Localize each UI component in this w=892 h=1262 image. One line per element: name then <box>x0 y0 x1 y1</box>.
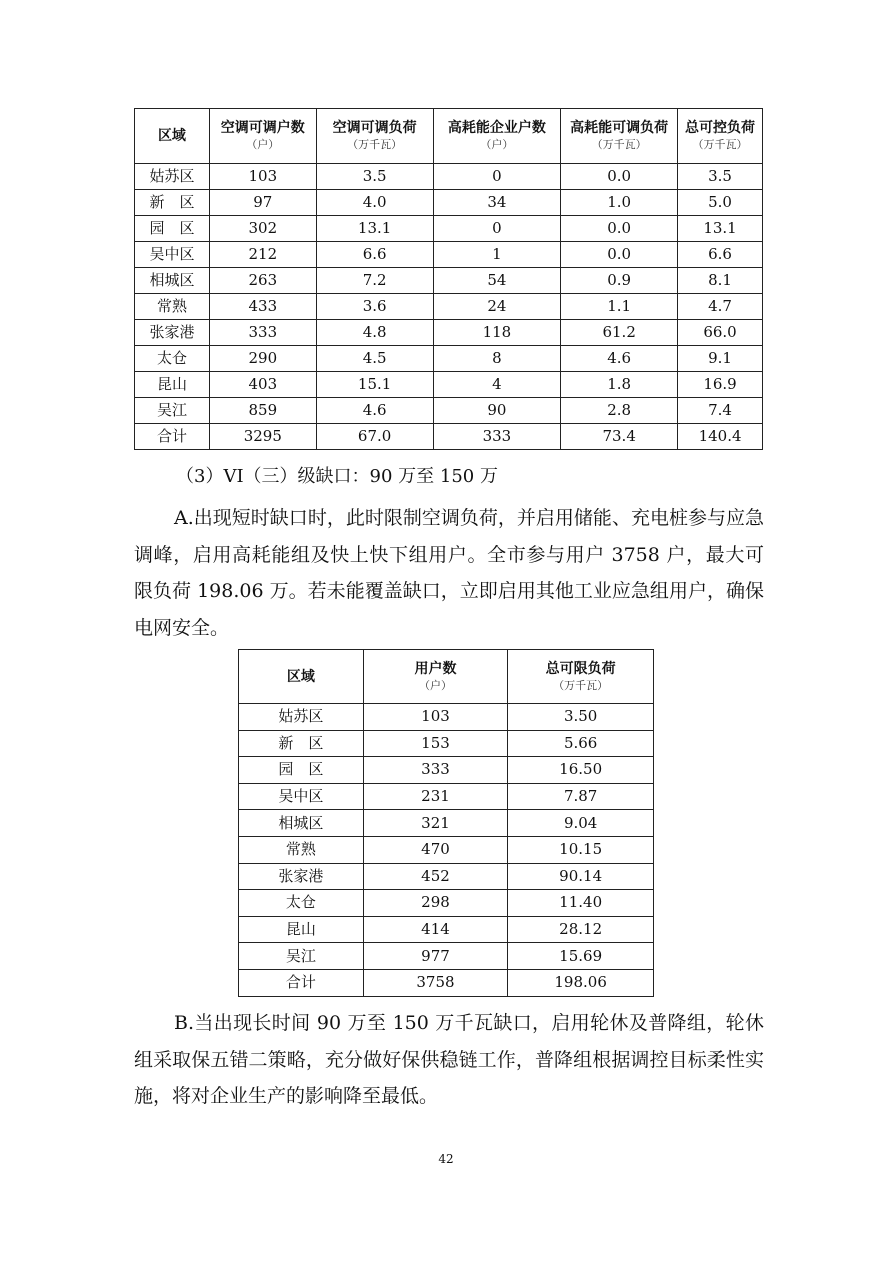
table-row <box>135 346 763 372</box>
cell: 54 <box>433 268 561 294</box>
cell: 61.2 <box>561 320 678 346</box>
header-ac-user-count: 空调可调户数 （户） <box>209 109 316 164</box>
paragraph-a: A.出现短时缺口时，此时限制空调负荷，并启用储能、充电桩参与应急调峰，启用高耗能组及快上快下组用户。全市参与用户 3758 户，最大可限负荷 198.06 万。若未能覆盖缺口，立即启用其他工业应急组用户，确保电网安全。 <box>134 507 764 639</box>
cell: 10.15 <box>508 836 654 863</box>
cell: 昆山 <box>135 372 210 398</box>
cell: 7.4 <box>678 398 763 424</box>
table-row <box>239 704 654 731</box>
cell: 吴江 <box>239 943 364 970</box>
cell: 16.50 <box>508 757 654 784</box>
cell: 园 区 <box>239 757 364 784</box>
cell: 0.9 <box>561 268 678 294</box>
cell: 合计 <box>239 969 364 996</box>
cell: 相城区 <box>135 268 210 294</box>
cell: 0.0 <box>561 216 678 242</box>
cell: 0.0 <box>561 242 678 268</box>
table-row-total <box>135 424 763 450</box>
cell: 73.4 <box>561 424 678 450</box>
table-row <box>135 372 763 398</box>
cell: 合计 <box>135 424 210 450</box>
table-row <box>239 863 654 890</box>
cell: 97 <box>209 190 316 216</box>
table-row <box>239 916 654 943</box>
cell: 1 <box>433 242 561 268</box>
cell: 8.1 <box>678 268 763 294</box>
header-total-limit-load: 总可限负荷 （万千瓦） <box>508 650 654 704</box>
cell: 3758 <box>363 969 508 996</box>
cell: 6.6 <box>316 242 433 268</box>
table-header <box>135 109 763 164</box>
table-row <box>239 943 654 970</box>
cell: 4.7 <box>678 294 763 320</box>
cell: 290 <box>209 346 316 372</box>
cell: 15.1 <box>316 372 433 398</box>
cell: 302 <box>209 216 316 242</box>
cell: 263 <box>209 268 316 294</box>
cell: 11.40 <box>508 890 654 917</box>
cell: 0.0 <box>561 164 678 190</box>
header-ac-load: 空调可调负荷 （万千瓦） <box>316 109 433 164</box>
limit-load-table <box>238 649 654 997</box>
header-region: 区域 <box>135 109 210 164</box>
header-user-count: 用户数 （户） <box>363 650 508 704</box>
cell: 园 区 <box>135 216 210 242</box>
cell: 66.0 <box>678 320 763 346</box>
cell: 0 <box>433 164 561 190</box>
table-row <box>239 757 654 784</box>
cell: 1.8 <box>561 372 678 398</box>
cell: 3.50 <box>508 704 654 731</box>
cell: 9.04 <box>508 810 654 837</box>
cell: 90.14 <box>508 863 654 890</box>
table-row <box>135 242 763 268</box>
cell: 4.6 <box>561 346 678 372</box>
cell: 昆山 <box>239 916 364 943</box>
table-row <box>135 268 763 294</box>
cell: 4.6 <box>316 398 433 424</box>
cell: 6.6 <box>678 242 763 268</box>
cell: 3.6 <box>316 294 433 320</box>
cell: 7.87 <box>508 783 654 810</box>
table-row <box>135 164 763 190</box>
cell: 5.0 <box>678 190 763 216</box>
table-row <box>135 294 763 320</box>
cell: 新 区 <box>135 190 210 216</box>
cell: 张家港 <box>239 863 364 890</box>
cell: 298 <box>363 890 508 917</box>
cell: 1.1 <box>561 294 678 320</box>
table-row <box>135 398 763 424</box>
cell: 4.0 <box>316 190 433 216</box>
table-row-total <box>239 969 654 996</box>
table-row <box>135 320 763 346</box>
cell: 333 <box>363 757 508 784</box>
cell: 5.66 <box>508 730 654 757</box>
cell: 3295 <box>209 424 316 450</box>
cell: 3.5 <box>678 164 763 190</box>
header-high-energy-count: 高耗能企业户数 （户） <box>433 109 561 164</box>
cell: 414 <box>363 916 508 943</box>
cell: 28.12 <box>508 916 654 943</box>
cell: 24 <box>433 294 561 320</box>
cell: 常熟 <box>135 294 210 320</box>
table-header <box>239 650 654 704</box>
paragraph-b: B.当出现长时间 90 万至 150 万千瓦缺口，启用轮休及普降组，轮休组采取保五错二策略，充分做好保供稳链工作，普降组根据调控目标柔性实施，将对企业生产的影响降至最低。 <box>134 1012 764 1107</box>
table-row <box>239 783 654 810</box>
cell: 90 <box>433 398 561 424</box>
section-heading: （3）VI（三）级缺口：90 万至 150 万 <box>176 466 498 487</box>
cell: 118 <box>433 320 561 346</box>
cell: 13.1 <box>678 216 763 242</box>
cell: 0 <box>433 216 561 242</box>
cell: 13.1 <box>316 216 433 242</box>
cell: 452 <box>363 863 508 890</box>
cell: 姑苏区 <box>135 164 210 190</box>
cell: 4.8 <box>316 320 433 346</box>
cell: 吴江 <box>135 398 210 424</box>
cell: 67.0 <box>316 424 433 450</box>
cell: 140.4 <box>678 424 763 450</box>
cell: 198.06 <box>508 969 654 996</box>
controllable-load-table <box>134 108 763 450</box>
cell: 7.2 <box>316 268 433 294</box>
cell: 103 <box>363 704 508 731</box>
table-row <box>135 190 763 216</box>
table-row <box>239 836 654 863</box>
cell: 34 <box>433 190 561 216</box>
cell: 231 <box>363 783 508 810</box>
cell: 3.5 <box>316 164 433 190</box>
header-high-energy-load: 高耗能可调负荷 （万千瓦） <box>561 109 678 164</box>
table-row <box>239 730 654 757</box>
cell: 977 <box>363 943 508 970</box>
cell: 4 <box>433 372 561 398</box>
cell: 太仓 <box>135 346 210 372</box>
cell: 相城区 <box>239 810 364 837</box>
table-row <box>239 890 654 917</box>
cell: 16.9 <box>678 372 763 398</box>
cell: 2.8 <box>561 398 678 424</box>
cell: 470 <box>363 836 508 863</box>
cell: 吴中区 <box>239 783 364 810</box>
cell: 吴中区 <box>135 242 210 268</box>
cell: 9.1 <box>678 346 763 372</box>
cell: 103 <box>209 164 316 190</box>
cell: 333 <box>209 320 316 346</box>
cell: 859 <box>209 398 316 424</box>
cell: 212 <box>209 242 316 268</box>
cell: 1.0 <box>561 190 678 216</box>
cell: 433 <box>209 294 316 320</box>
cell: 8 <box>433 346 561 372</box>
cell: 4.5 <box>316 346 433 372</box>
cell: 常熟 <box>239 836 364 863</box>
cell: 403 <box>209 372 316 398</box>
cell: 15.69 <box>508 943 654 970</box>
table-row <box>239 810 654 837</box>
cell: 姑苏区 <box>239 704 364 731</box>
header-total-load: 总可控负荷 （万千瓦） <box>678 109 763 164</box>
header-region: 区域 <box>239 650 364 704</box>
cell: 张家港 <box>135 320 210 346</box>
cell: 153 <box>363 730 508 757</box>
cell: 新 区 <box>239 730 364 757</box>
cell: 333 <box>433 424 561 450</box>
cell: 太仓 <box>239 890 364 917</box>
table-row <box>135 216 763 242</box>
page-number: 42 <box>438 1152 454 1166</box>
cell: 321 <box>363 810 508 837</box>
